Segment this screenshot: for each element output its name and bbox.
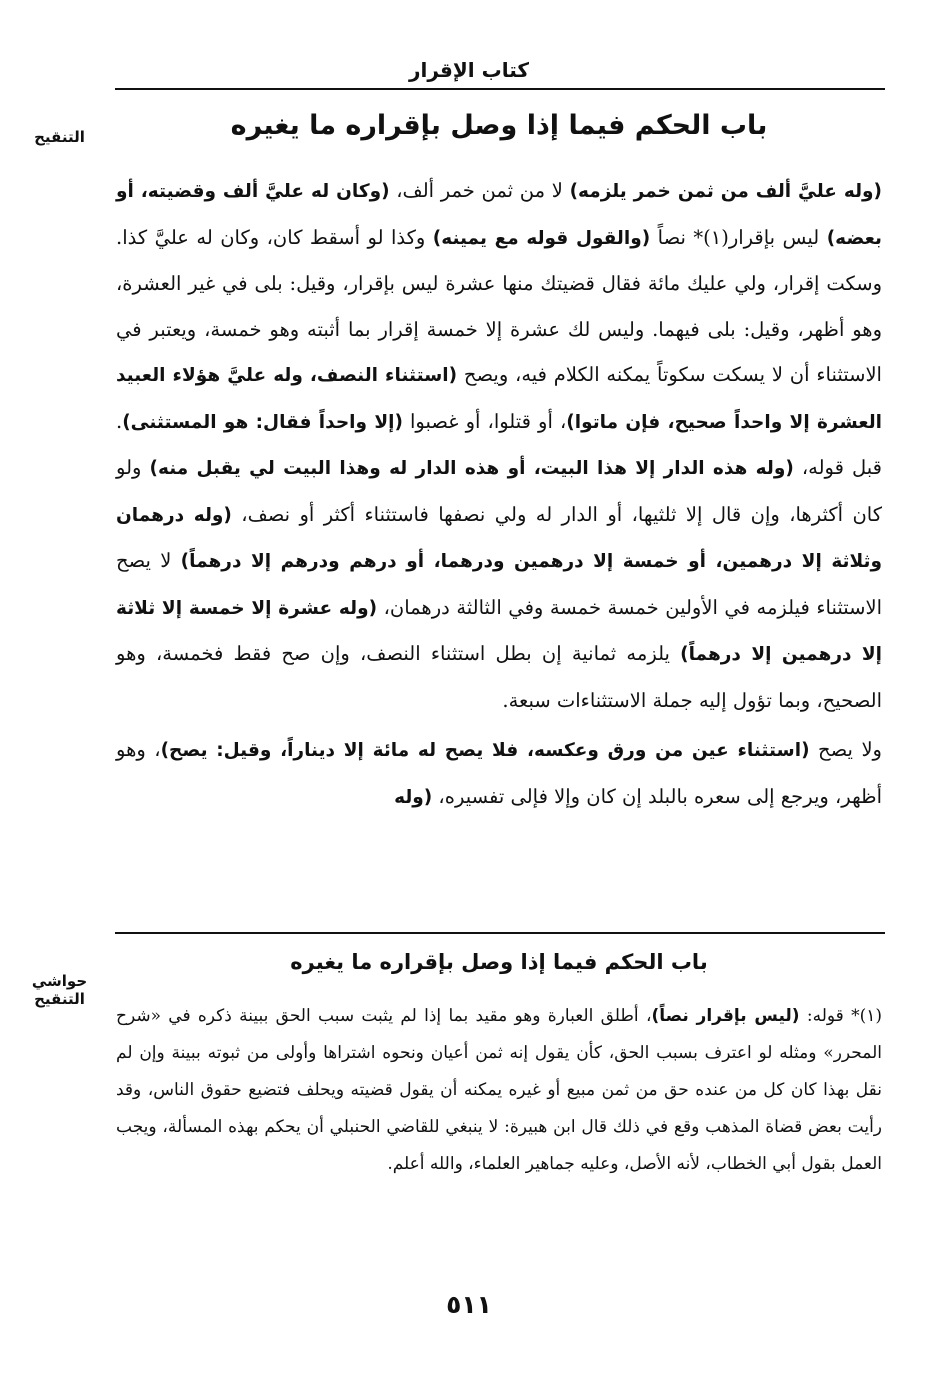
text-run: ولو كان أكثرها، وإن قال إلا ثلثيها، أو الدار له ولي نصفها فاستثناء أكثر أو نصف،	[116, 456, 882, 526]
text-run: يلزمه ثمانية إن بطل استثناء النصف، وإن صح فقط فخمسة، وهو الصحيح، وبما تؤول إليه جملة الاستثناءات سبعة.	[116, 642, 882, 712]
text-run: (وله عشرة إلا خمسة إلا ثلاثة إلا درهمين إلا درهماً)	[116, 597, 882, 665]
text-run: ، أطلق العبارة وهو مقيد بما إذا لم يثبت سبب الحق ببينة ذكره في «شرح المحرر» ومثله لو اعترف بسبب الحق، كأن يقول إنه ثمن أعيان ونحوه اشتراها وأولى من ثبوته ببينة وإن لم نقل بهذا كان كل من عنده حق من ثمن مبيع أو غيره يمكنه أن يقول قضيته ويحلف فتضيع حقوق الناس، وقد رأيت بعض قضاة المذهب وقع في ذلك قال ابن هبيرة: لا ينبغي للقاضي الحنبلي أن يحكم بهذه المسألة، ويجب العمل بقول أبي الخطاب، لأنه الأصل، وعليه جماهير العلماء، والله أعلم.	[116, 1006, 882, 1174]
text-run: (وله درهمان وثلاثة إلا درهمين، أو خمسة إلا درهمين ودرهما، أو درهم ودرهم إلا درهماً)	[116, 504, 882, 572]
footnote-marker[interactable]: (١)* نصاً	[650, 225, 729, 249]
margin-label-tanqih: التنقيح	[34, 128, 85, 146]
footnotes-heading: باب الحكم فيما إذا وصل بإقراره ما يغيره	[290, 950, 708, 974]
text-run: (١)* قوله:	[799, 1006, 882, 1026]
text-run: (والقول قوله مع يمينه)	[432, 227, 651, 249]
text-run: ، أو قتلوا، أو غصبوا	[402, 409, 567, 433]
main-text	[116, 168, 882, 820]
footnote-divider	[115, 932, 885, 934]
text-run: . قبل قوله،	[116, 409, 882, 479]
text-run: (استثناء عين من ورق وعكسه، فلا يصح له مائة إلا ديناراً، وقيل: يصح)	[160, 740, 810, 761]
text-run: (استثناء النصف، وله عليَّ هؤلاء العبيد العشرة إلا واحداً صحيح، فإن ماتوا)	[116, 365, 882, 433]
footnote-1	[116, 998, 882, 1183]
text-run: ولا يصح	[809, 738, 882, 761]
text-run: (وكان له عليَّ ألف وقضيته، أو بعضه)	[116, 181, 882, 249]
text-run: وكذا لو أسقط كان، وكان له عليَّ كذا. وسكت إقرار، ولي عليك مائة فقال قضيتك منها عشرة ليس بإقرار، وقيل: بلى في غير العشرة، وهو أظهر، وقيل: بلى فيهما. وليس لك عشرة إلا خمسة إقرار بما أثبته وهو خمسة، ويعتبر في الاستثناء أن لا يسكت سكوتاً يمكنه الكلام فيه، ويصح	[116, 225, 882, 386]
page-number: ٥١١	[446, 1290, 492, 1319]
text-run: ، وهو أظهر، ويرجع إلى سعره بالبلد إن كان وإلا فإلى تفسيره،	[116, 738, 882, 808]
chapter-heading: باب الحكم فيما إذا وصل بإقراره ما يغيره	[230, 110, 768, 141]
text-run: (وله عليَّ ألف من ثمن خمر يلزمه)	[569, 181, 883, 202]
text-run: ليس بإقرار	[728, 225, 827, 249]
text-run: (وله هذه الدار إلا هذا البيت، أو هذه الدار له وهذا البيت لي يقبل منه)	[149, 458, 794, 479]
text-run: (ليس بإقرار نصاً)	[651, 1006, 800, 1026]
text-run: (إلا واحداً فقال: هو المستثنى)	[122, 411, 403, 433]
text-run: لا من ثمن خمر ألف،	[389, 179, 570, 202]
text-run: لا يصح الاستثناء فيلزمه في الأولين خمسة خمسة وفي الثالثة درهمان،	[116, 549, 882, 619]
text-run: (وله	[394, 786, 433, 808]
running-head: كتاب الإقرار	[408, 58, 530, 82]
margin-label-hawashi: حواشي التنقيح	[31, 972, 88, 1008]
header-rule	[115, 88, 885, 90]
footnotes-text	[116, 998, 882, 1183]
main-paragraph-1	[116, 168, 882, 723]
main-paragraph-2	[116, 727, 882, 820]
